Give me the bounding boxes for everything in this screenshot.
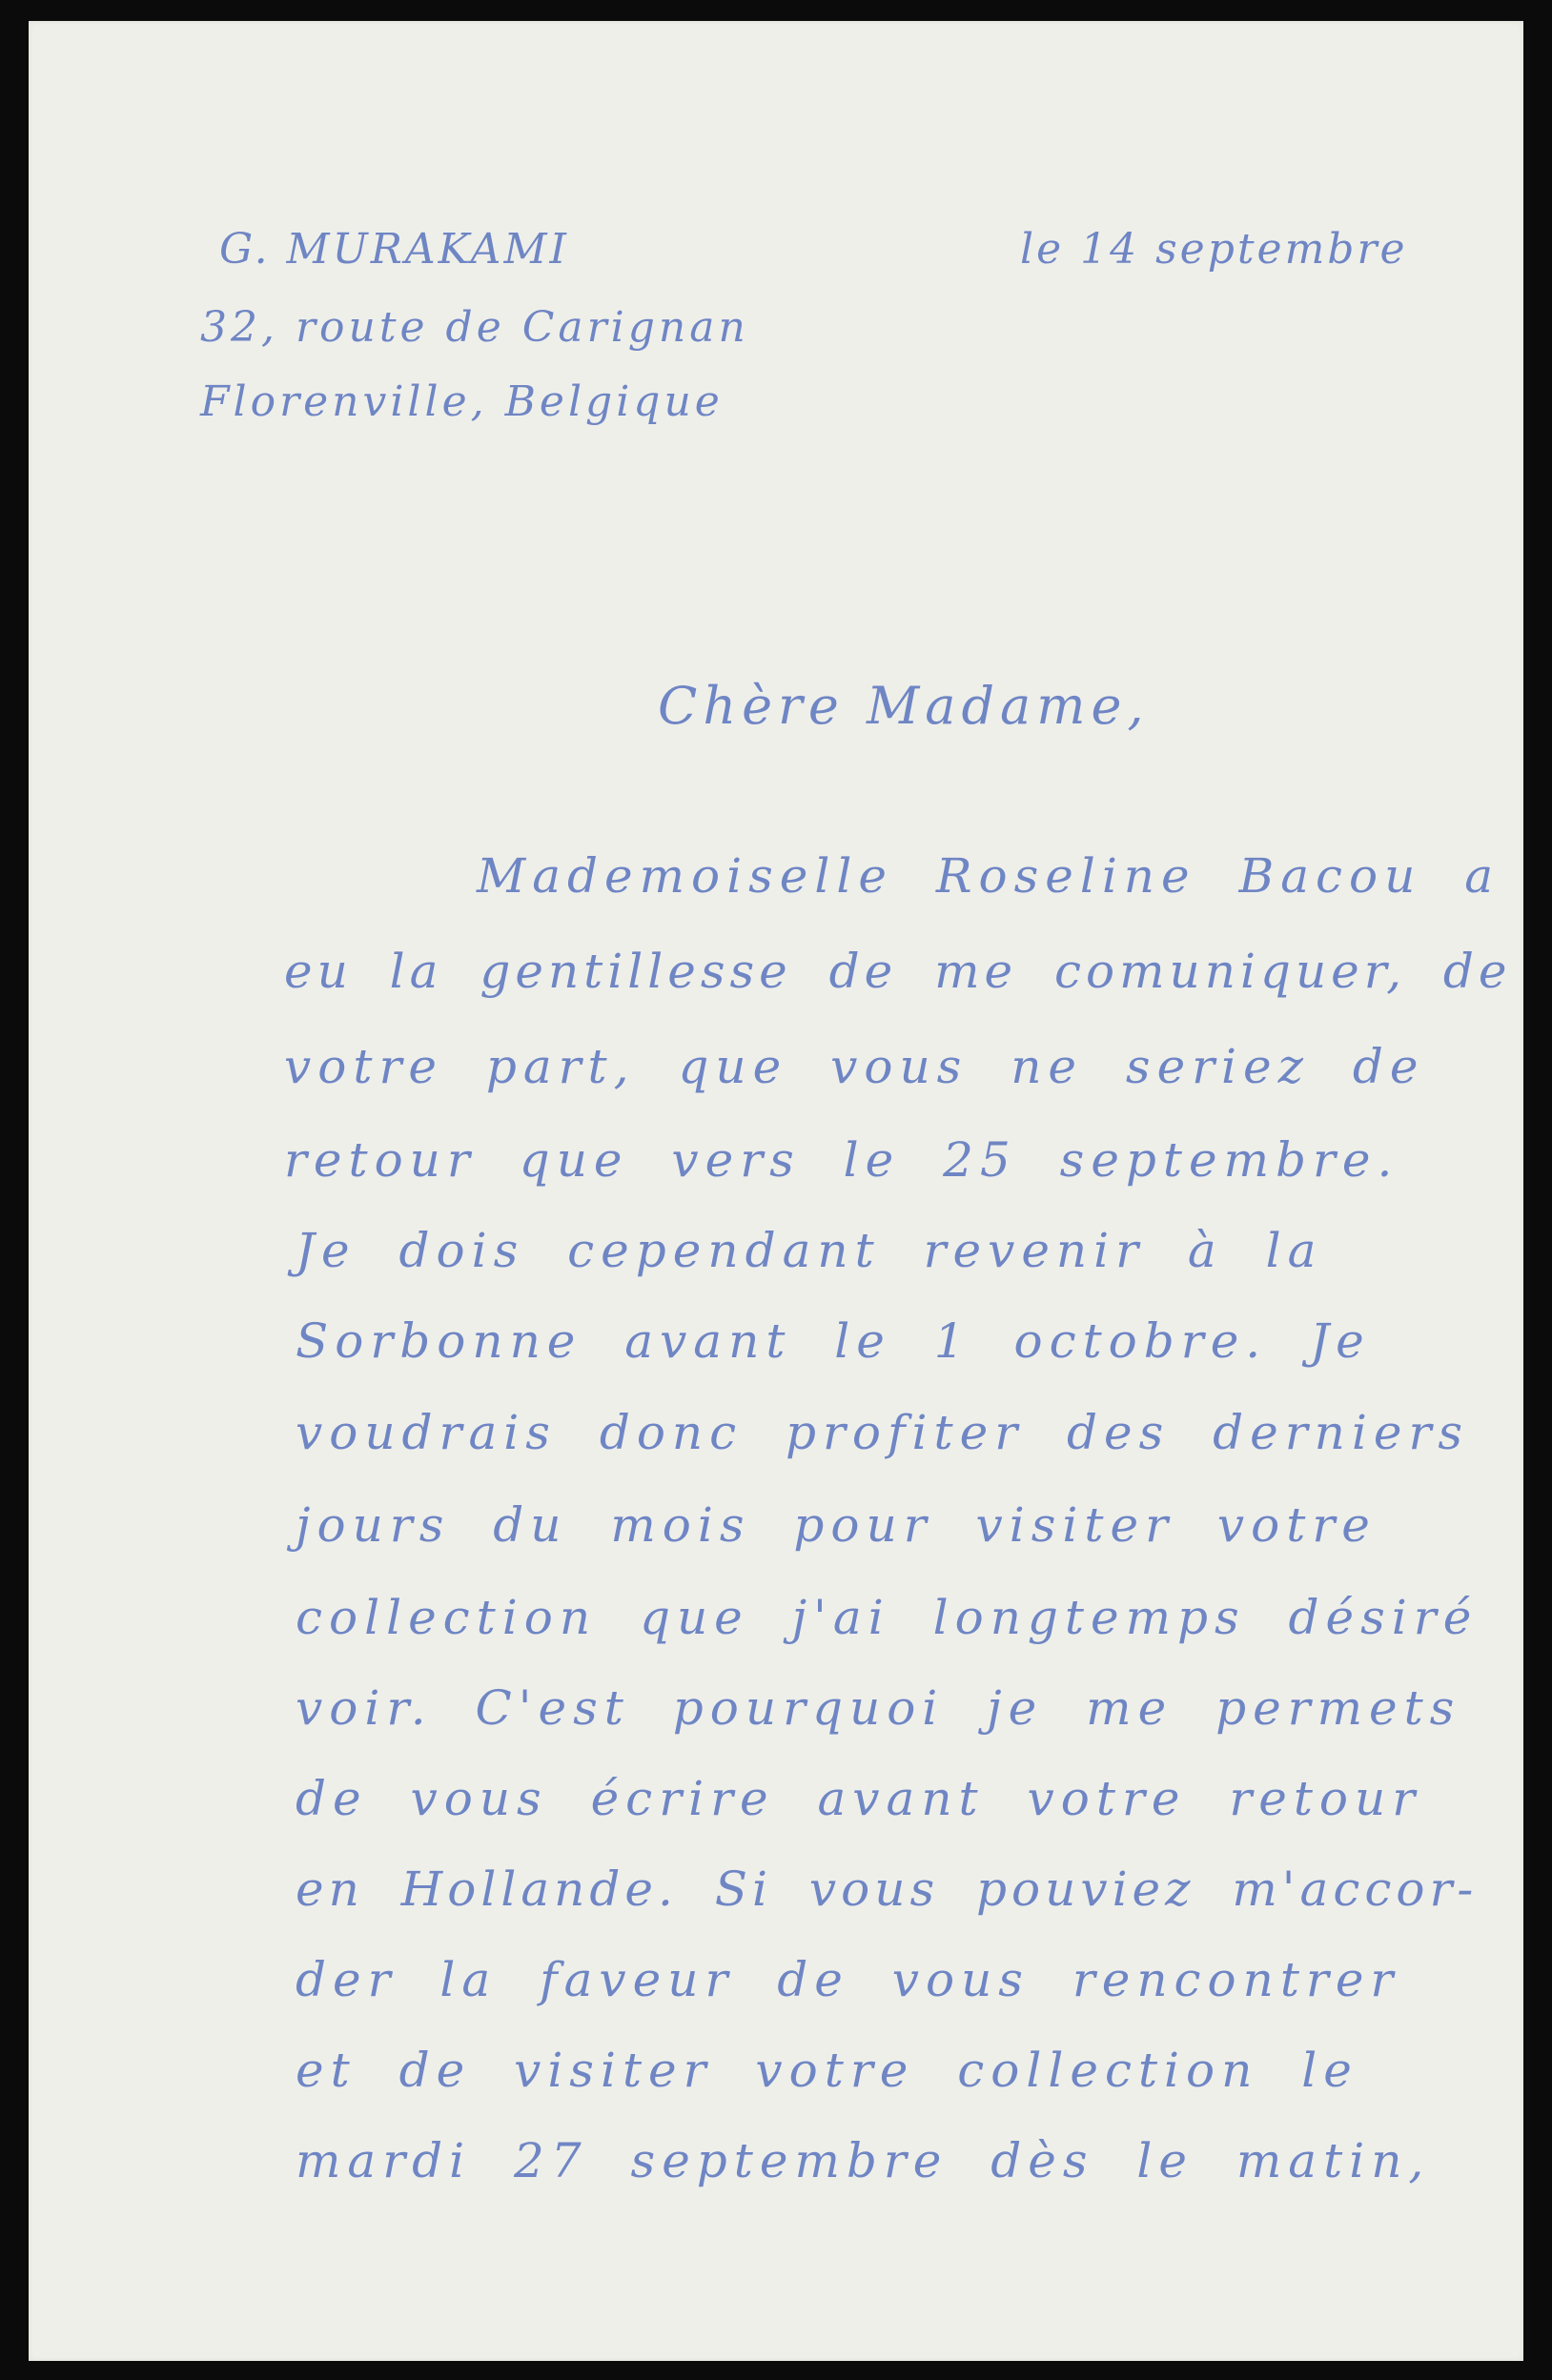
body-line: Sorbonne avant le 1 octobre. Je <box>296 1313 1371 1369</box>
salutation: Chère Madame, <box>658 676 1150 736</box>
body-line: collection que j'ai longtemps désiré <box>296 1590 1479 1645</box>
body-line: der la faveur de vous rencontrer <box>296 1952 1400 2007</box>
body-line: de vous écrire avant votre retour <box>296 1771 1422 1826</box>
body-line: mardi 27 septembre dès le matin, <box>296 2133 1431 2188</box>
body-line: jours du mois pour visiter votre <box>296 1497 1377 1553</box>
body-line: voudrais donc profiter des derniers <box>296 1405 1469 1460</box>
sender-name: G. MURAKAMI <box>219 225 569 274</box>
body-line: retour que vers le 25 septembre. <box>284 1132 1399 1188</box>
body-line: en Hollande. Si vous pouviez m'accor- <box>296 1861 1479 1917</box>
body-line: Je dois cependant revenir à la <box>296 1223 1323 1278</box>
body-line: eu la gentillesse de me comuniquer, de <box>284 944 1512 999</box>
body-line: voir. C'est pourquoi je me permets <box>296 1680 1461 1736</box>
body-line: et de visiter votre collection le <box>296 2043 1358 2098</box>
body-line: Mademoiselle Roseline Bacou a <box>477 848 1501 904</box>
sender-address-line-1: 32, route de Carignan <box>200 303 749 352</box>
body-line: votre part, que vous ne seriez de <box>284 1039 1425 1094</box>
letter-date: le 14 septembre <box>1020 225 1408 274</box>
sender-address-line-2: Florenville, Belgique <box>200 377 724 426</box>
letter-page <box>29 21 1523 2361</box>
